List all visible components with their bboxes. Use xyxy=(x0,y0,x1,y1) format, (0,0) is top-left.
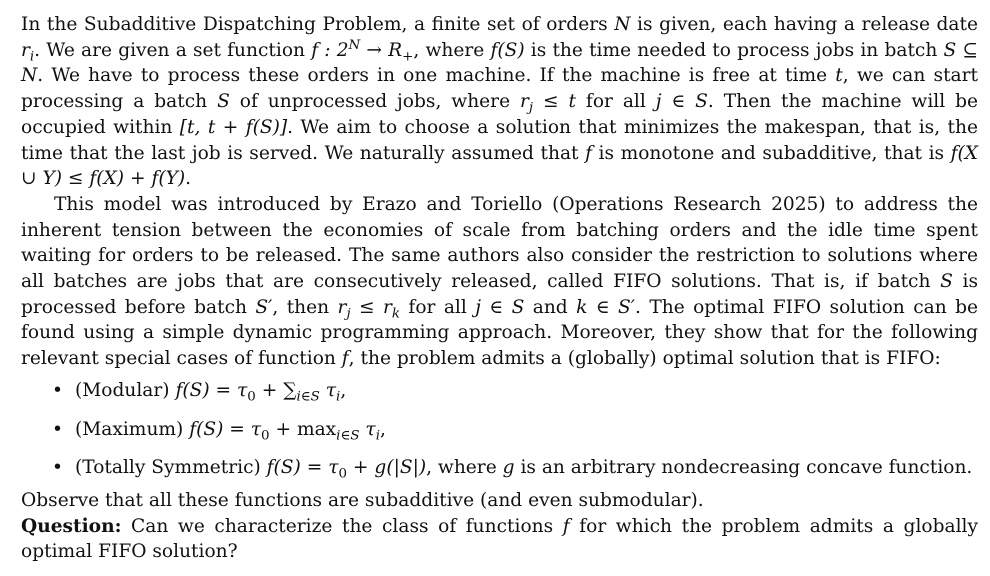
question-paragraph: Question: Can we characterize the class of functions f for which the problem admits a globally optimal FIFO solution? xyxy=(21,515,978,563)
list-item-maximum: • (Maximum) $f(S) = \tau_0 + \max_{i\in S} \tau_i$, xyxy=(52,418,386,444)
paragraph-problem-definition: In the Subadditive Dispatching Problem, a finite set of orders N is given, each having a release date $r_i$. We are given a set function f : $2^N \to R_+$, where f(S) is the time needed to process jobs in batch S ⊆ N. We have to process these orders in one machine. If the machine is free at time t, we can start processing a batch S of unprocessed jobs, where $r_j \le t$ for all j ∈ S. Then the machine will be occupied within [t, t + f(S)]. We aim to choose a solution that minimizes the makespan, that is, the time that the last job is served. We naturally assumed that f is monotone and subadditive, that is f(X ∪ Y) ≤ f(X) + f(Y). xyxy=(21,14,978,190)
list-item-modular: • (Modular) $f(S) = \tau_0 + \sum_{i\in S}$ $\tau_i$, xyxy=(52,379,347,405)
question-label: Question: xyxy=(21,515,122,537)
bullet-icon: • xyxy=(52,418,63,440)
bullet-icon: • xyxy=(52,379,63,401)
paragraph-model-origin: This model was introduced by Erazo and Toriello (Operations Research 2025) to address the inherent tension between the economies of scale from batching orders and the idle time spent waiting for orders to be released. The same authors also consider the restriction to solutions where all batches are jobs that are consecutively released, called FIFO solutions. That is, if batch S is processed before batch S′, then $r_j \le r_k$ for all j ∈ S and k ∈ S′. The optimal FIFO solution can be found using a simple dynamic programming approach. Moreover, they show that for the following relevant special cases of function f, the problem admits a (globally) optimal solution that is FIFO: xyxy=(21,193,978,370)
observation-text: Observe that all these functions are subadditive (and even submodular). xyxy=(21,489,704,511)
bullet-icon: • xyxy=(52,457,63,479)
list-item-totally-symmetric: • (Totally Symmetric) $f(S) = \tau_0 + g(|S|)$, where g is an arbitrary nondecreasing concave function. xyxy=(52,457,973,482)
special-cases-list xyxy=(21,378,978,481)
